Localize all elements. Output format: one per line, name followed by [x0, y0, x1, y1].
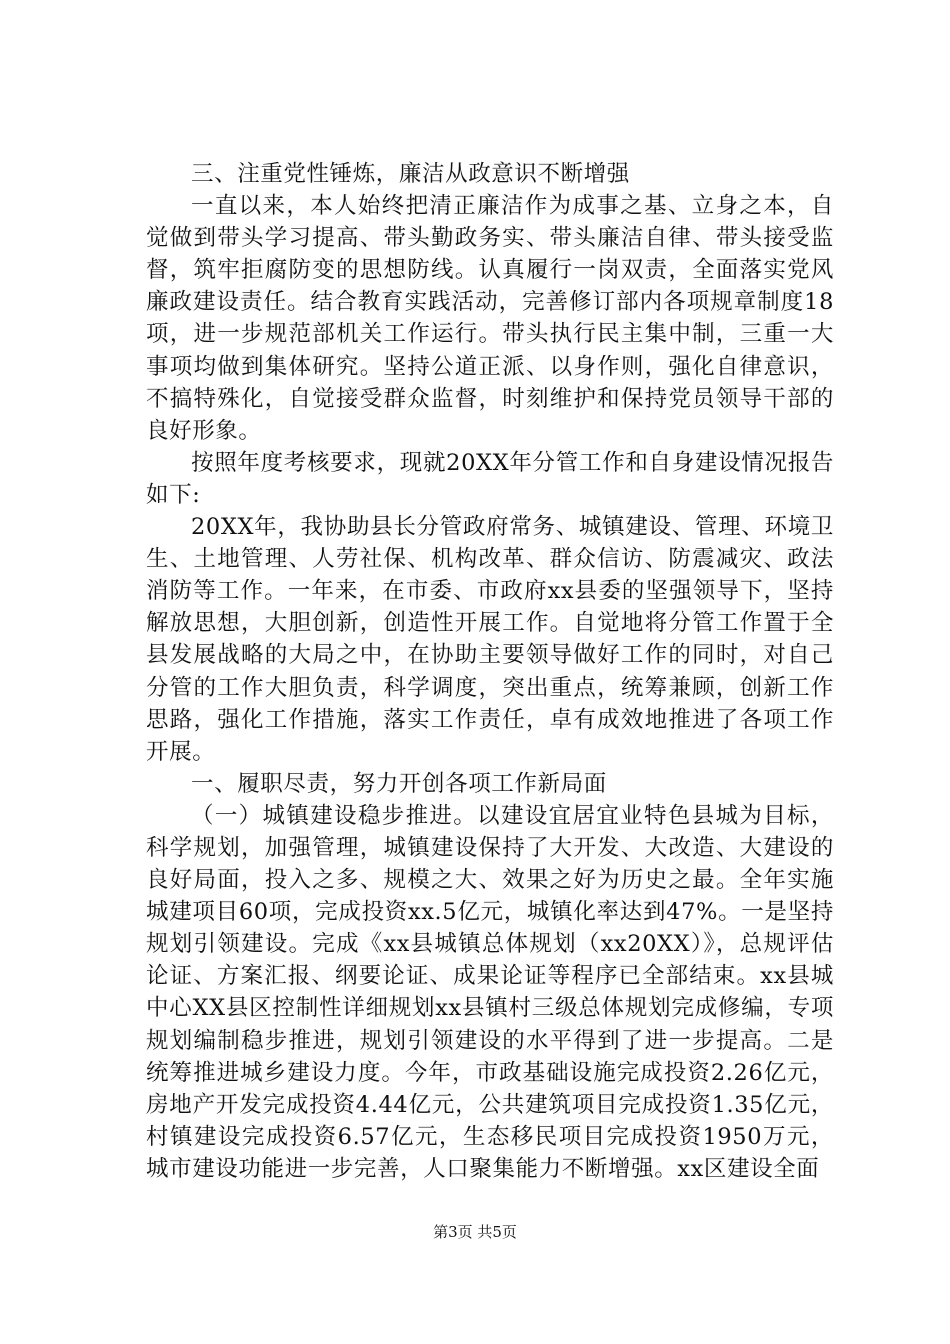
document-body	[146, 158, 834, 1185]
page-number-footer: 第3页 共5页	[433, 1223, 517, 1241]
section-heading: 三、注重党性锤炼，廉洁从政意识不断增强	[191, 161, 630, 187]
body-paragraph: 一直以来，本人始终把清正廉洁作为成事之基、立身之本，自觉做到带头学习提高、带头勤政务实、带头廉洁自律、带头接受监督，筑牢拒腐防变的思想防线。认真履行一岗双责，全面落实党风廉政建设责任。结合教育实践活动，完善修订部内各项规章制度18项，进一步规范部机关工作运行。带头执行民主集中制，三重一大事项均做到集体研究。坚持公道正派、以身作则，强化自律意识，不搞特殊化，自觉接受群众监督，时刻维护和保持党员领导干部的良好形象。	[146, 193, 834, 444]
body-paragraph: （一）城镇建设稳步推进。以建设宜居宜业特色县城为目标，科学规划，加强管理，城镇建设保持了大开发、大改造、大建设的良好局面，投入之多、规模之大、效果之好为历史之最。全年实施城建项目60项，完成投资xx.5亿元，城镇化率达到47%。一是坚持规划引领建设。完成《xx县城镇总体规划（xx20XX）》，总规评估论证、方案汇报、纲要论证、成果论证等程序已全部结束。xx县城中心XX县区控制性详细规划xx县镇村三级总体规划完成修编，专项规划编制稳步推进，规划引领建设的水平得到了进一步提高。二是统筹推进城乡建设力度。今年，市政基础设施完成投资2.26亿元，房地产开发完成投资4.44亿元，公共建筑项目完成投资1.35亿元，村镇建设完成投资6.57亿元，生态移民项目完成投资1950万元，城市建设功能进一步完善，人口聚集能力不断增强。xx区建设全面	[146, 802, 834, 1182]
body-paragraph: 按照年度考核要求，现就20XX年分管工作和自身建设情况报告如下:	[146, 449, 834, 508]
section-heading: 一、履职尽责，努力开创各项工作新局面	[191, 770, 607, 797]
body-paragraph: 20XX年，我协助县长分管政府常务、城镇建设、管理、环境卫生、土地管理、人劳社保、机构改革、群众信访、防震减灾、政法消防等工作。一年来，在市委、市政府xx县委的坚强领导下，坚持解放思想，大胆创新，创造性开展工作。自觉地将分管工作置于全县发展战略的大局之中，在协助主要领导做好工作的同时，对自己分管的工作大胆负责，科学调度，突出重点，统筹兼顾，创新工作思路，强化工作措施，落实工作责任，卓有成效地推进了各项工作开展。	[146, 514, 834, 765]
